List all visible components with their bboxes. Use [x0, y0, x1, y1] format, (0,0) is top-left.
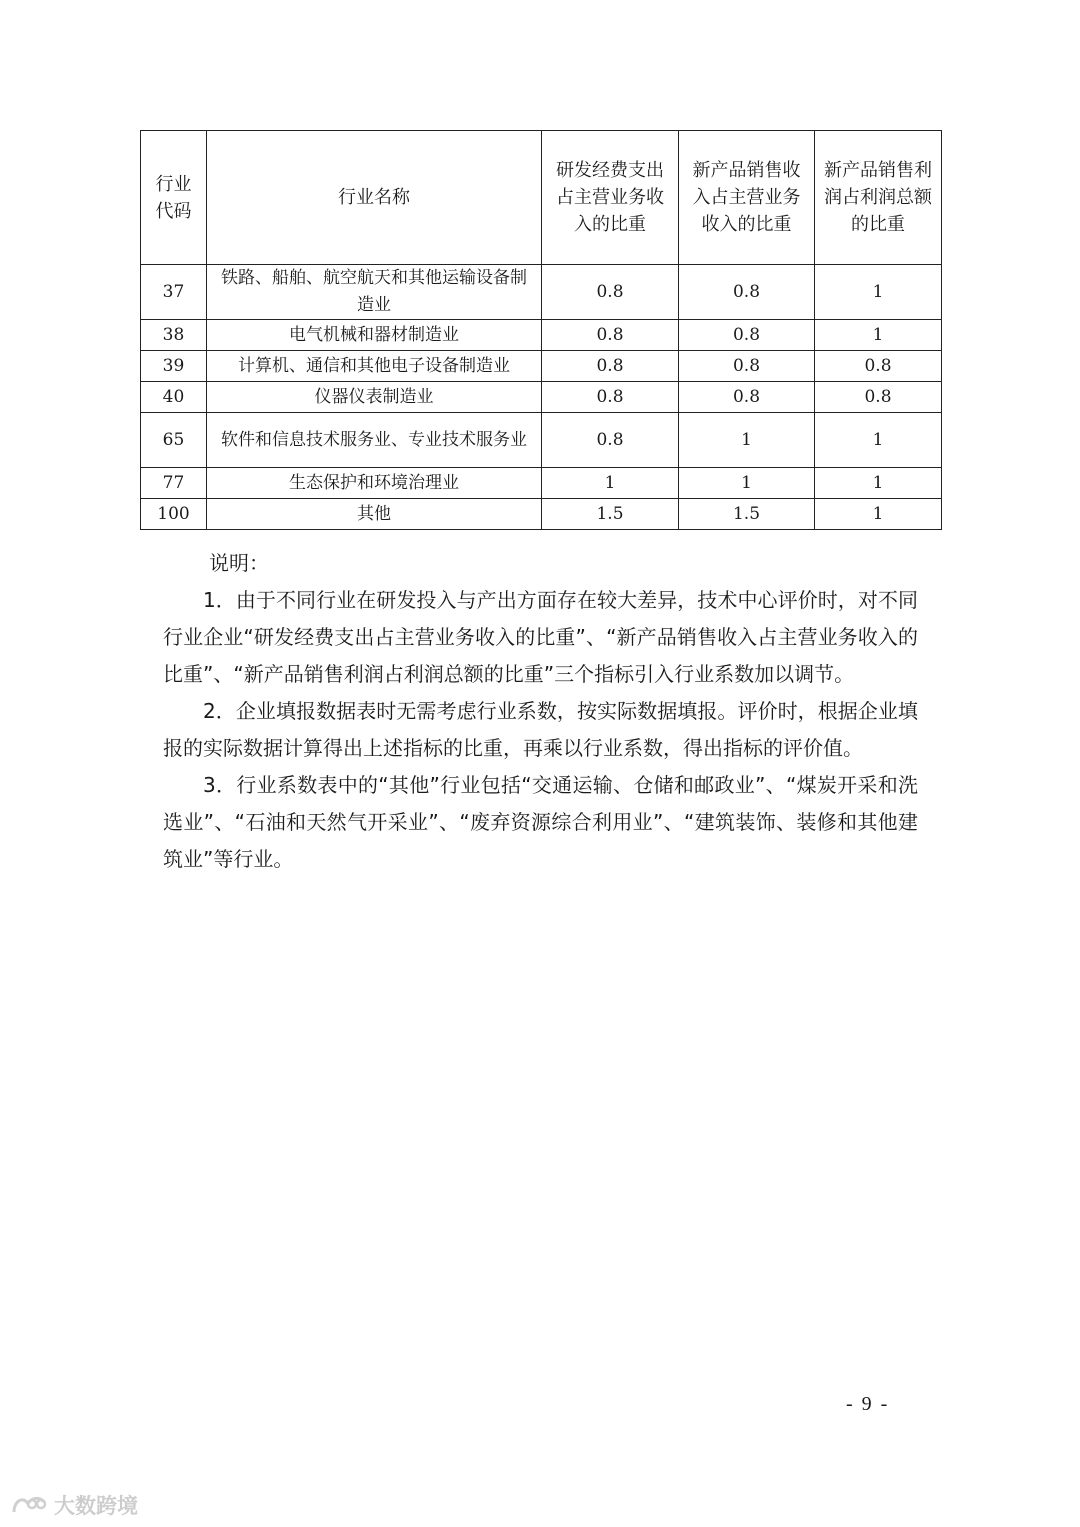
table-row — [141, 413, 942, 468]
industry-coefficient-table — [140, 130, 942, 530]
rd-ratio: 0.8 — [542, 413, 679, 468]
table-row — [141, 468, 942, 499]
industry-code: 77 — [141, 468, 207, 499]
notes-title: 说明： — [209, 551, 269, 575]
rd-ratio: 1 — [542, 468, 679, 499]
industry-name: 其他 — [207, 499, 542, 530]
industry-code: 65 — [141, 413, 207, 468]
table-row — [141, 265, 942, 320]
note-item-3: 3．行业系数表中的“其他”行业包括“交通运输、仓储和邮政业”、“煤炭开采和洗选业”、“石油和天然气开采业”、“废弃资源综合利用业”、“建筑装饰、装修和其他建筑业”等行业。 — [163, 773, 918, 871]
rd-ratio: 0.8 — [542, 382, 679, 413]
industry-name: 仪器仪表制造业 — [207, 382, 542, 413]
industry-name: 计算机、通信和其他电子设备制造业 — [207, 351, 542, 382]
industry-code: 39 — [141, 351, 207, 382]
table-row — [141, 351, 942, 382]
table-row — [141, 320, 942, 351]
table-row — [141, 499, 942, 530]
header-new-product-profit-ratio: 新产品销售利润占利润总额的比重 — [815, 131, 942, 265]
industry-code: 40 — [141, 382, 207, 413]
profit-ratio: 0.8 — [815, 382, 942, 413]
industry-code: 38 — [141, 320, 207, 351]
industry-code: 37 — [141, 265, 207, 320]
table-row — [141, 382, 942, 413]
profit-ratio: 1 — [815, 468, 942, 499]
rd-ratio: 1.5 — [542, 499, 679, 530]
watermark — [10, 1490, 138, 1520]
profit-ratio: 0.8 — [815, 351, 942, 382]
rd-ratio: 0.8 — [542, 265, 679, 320]
header-rd-ratio: 研发经费支出占主营业务收入的比重 — [542, 131, 679, 265]
sales-ratio: 1 — [679, 413, 815, 468]
table-header-row — [141, 131, 942, 265]
sales-ratio: 0.8 — [679, 265, 815, 320]
logo-icon — [10, 1492, 50, 1518]
industry-name: 电气机械和器材制造业 — [207, 320, 542, 351]
page-number: - 9 - — [846, 1393, 890, 1415]
sales-ratio: 1.5 — [679, 499, 815, 530]
industry-name: 软件和信息技术服务业、专业技术服务业 — [207, 413, 542, 468]
sales-ratio: 1 — [679, 468, 815, 499]
rd-ratio: 0.8 — [542, 320, 679, 351]
notes-section — [163, 545, 918, 878]
sales-ratio: 0.8 — [679, 351, 815, 382]
profit-ratio: 1 — [815, 265, 942, 320]
industry-name: 铁路、船舶、航空航天和其他运输设备制造业 — [207, 265, 542, 320]
watermark-text: 大数跨境 — [54, 1494, 138, 1518]
header-industry-code: 行业代码 — [141, 131, 207, 265]
industry-code: 100 — [141, 499, 207, 530]
sales-ratio: 0.8 — [679, 382, 815, 413]
profit-ratio: 1 — [815, 320, 942, 351]
note-item-1: 1．由于不同行业在研发投入与产出方面存在较大差异，技术中心评价时，对不同行业企业“研发经费支出占主营业务收入的比重”、“新产品销售收入占主营业务收入的比重”、“新产品销售利润占利润总额的比重”三个指标引入行业系数加以调节。 — [163, 588, 918, 686]
rd-ratio: 0.8 — [542, 351, 679, 382]
header-industry-name: 行业名称 — [207, 131, 542, 265]
header-new-product-sales-ratio: 新产品销售收入占主营业务收入的比重 — [679, 131, 815, 265]
note-item-2: 2．企业填报数据表时无需考虑行业系数，按实际数据填报。评价时，根据企业填报的实际数据计算得出上述指标的比重，再乘以行业系数，得出指标的评价值。 — [163, 699, 918, 760]
profit-ratio: 1 — [815, 499, 942, 530]
industry-name: 生态保护和环境治理业 — [207, 468, 542, 499]
profit-ratio: 1 — [815, 413, 942, 468]
sales-ratio: 0.8 — [679, 320, 815, 351]
